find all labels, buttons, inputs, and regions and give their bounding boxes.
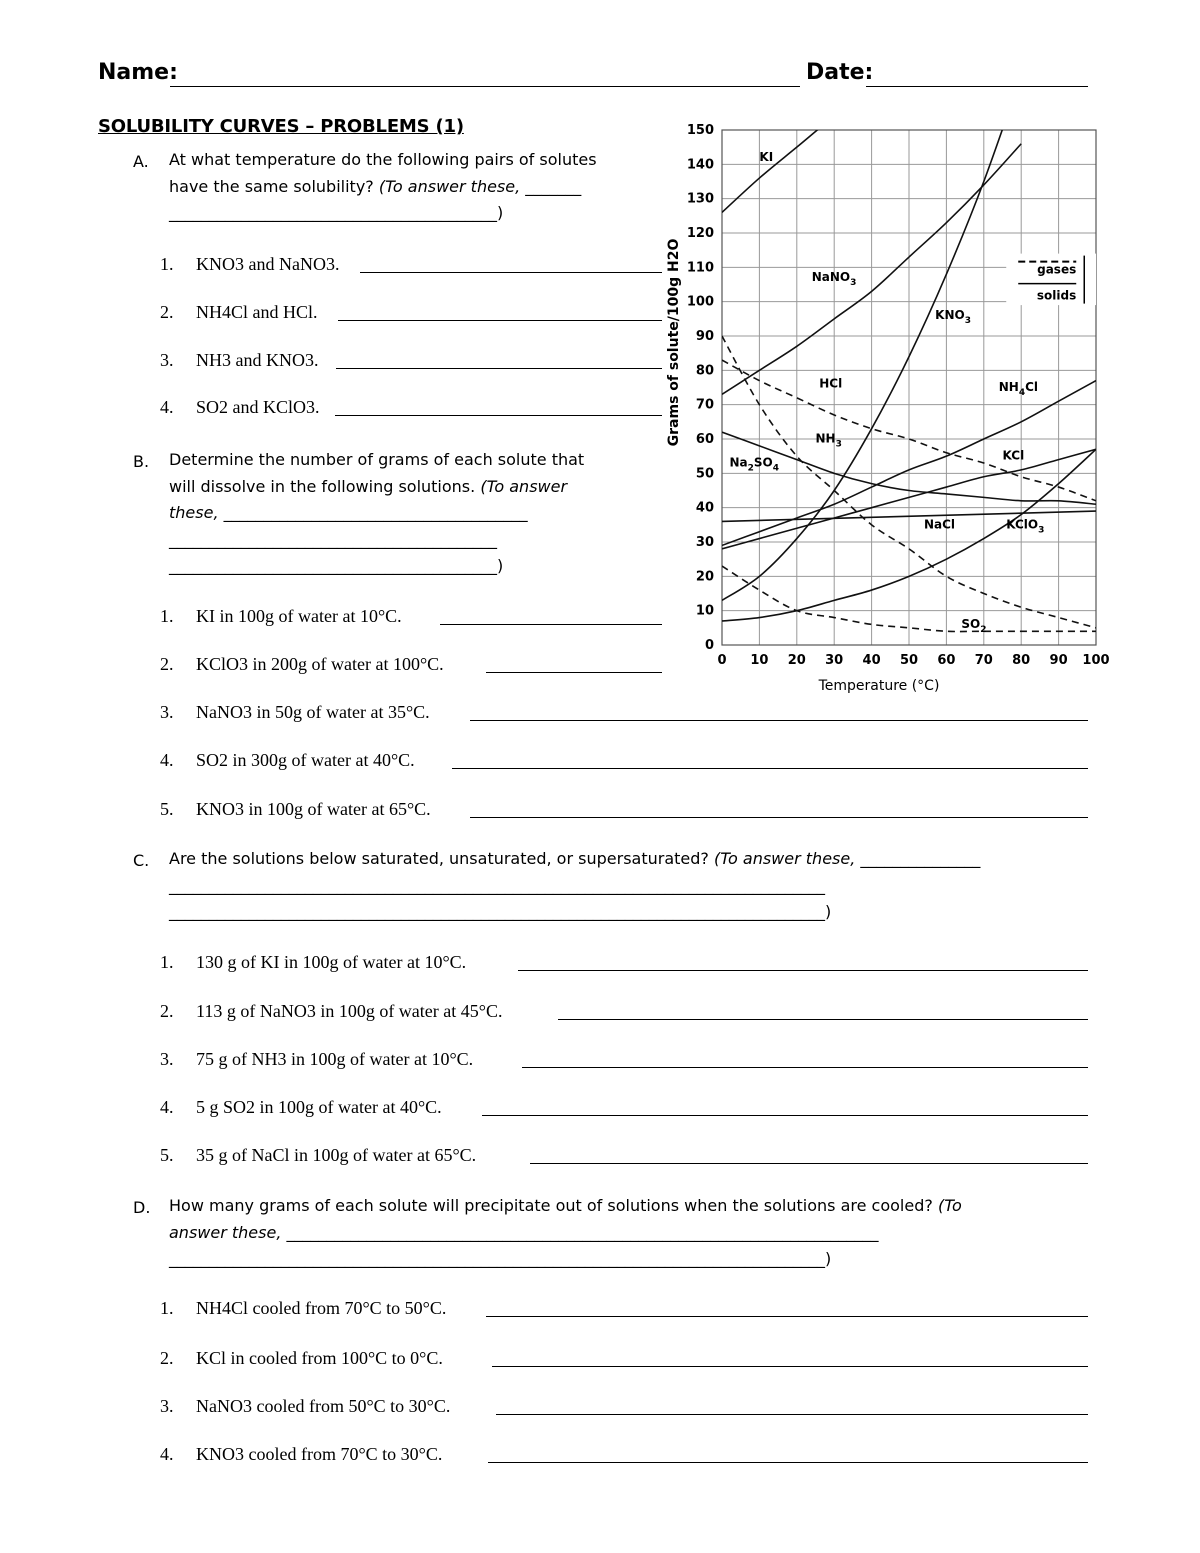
curve-label-kno3: $KNO_3$ — [935, 307, 971, 326]
question-b1: 1. KI in 100g of water at 10°C. — [160, 606, 402, 627]
question-text: KNO3 cooled from 70°C to 30°C. — [196, 1444, 443, 1464]
chart-labels — [666, 150, 1044, 694]
question-text: KCl in cooled from 100°C to 0°C. — [196, 1348, 443, 1368]
y-tick-label: 100 — [686, 294, 714, 310]
section-c-letter: C. — [133, 851, 150, 870]
curve-label-hcl: HCl — [819, 376, 843, 391]
question-d3: 3. NaNO3 cooled from 50°C to 30°C. — [160, 1396, 450, 1417]
question-c3: 3. 75 g of NH3 in 100g of water at 10°C. — [160, 1049, 473, 1070]
y-tick-label: 90 — [695, 329, 714, 344]
question-a4: 4. SO2 and KClO3. — [160, 397, 320, 418]
question-text: 75 g of NH3 in 100g of water at 10°C. — [196, 1049, 474, 1069]
question-text: NaNO3 in 50g of water at 35°C. — [196, 702, 430, 722]
curve-label-so2: $SO_2$ — [961, 616, 987, 635]
answer-line[interactable] — [482, 1115, 1088, 1116]
question-text: KClO3 in 200g of water at 100°C. — [196, 654, 444, 674]
y-tick-label: 130 — [686, 191, 714, 207]
question-text: NH4Cl and HCl. — [196, 302, 318, 322]
question-text: KI in 100g of water at 10°C. — [196, 606, 402, 626]
chart-legend — [1006, 254, 1096, 306]
question-text: KNO3 and NaNO3. — [196, 254, 340, 274]
section-d-line-5: __________________________________________________________________________________) — [169, 1249, 832, 1268]
curve-label-nh4cl: $NH_4Cl$ — [998, 379, 1039, 398]
chart-ticks — [687, 123, 1110, 668]
y-axis-title: Grams of solute/100g H2O — [666, 238, 682, 447]
section-a-line-2: have the same solubility? — [169, 176, 374, 196]
answer-line[interactable] — [470, 720, 1088, 721]
question-a2: 2. NH4Cl and HCl. — [160, 302, 318, 323]
legend-solids-label: solids — [1036, 288, 1077, 303]
section-c-line-5: __________________________________________________________________________________) — [169, 902, 832, 921]
question-text: KNO3 in 100g of water at 65°C. — [196, 799, 431, 819]
y-tick-label: 40 — [695, 500, 714, 516]
question-text: NH4Cl cooled from 70°C to 50°C. — [196, 1298, 447, 1318]
section-b-letter: B. — [133, 452, 150, 471]
worksheet-title: SOLUBILITY CURVES – PROBLEMS (1) — [98, 116, 464, 137]
curve-label-ki: KI — [759, 149, 774, 164]
section-c-line-1: Are the solutions below saturated, unsaturated, or supersaturated? — [169, 849, 709, 868]
section-d-letter: D. — [133, 1198, 151, 1217]
section-a-letter: A. — [133, 152, 149, 171]
section-c-line-3: _______________ — [860, 849, 981, 868]
answer-line[interactable] — [488, 1462, 1088, 1463]
question-d4: 4. KNO3 cooled from 70°C to 30°C. — [160, 1444, 442, 1465]
curve-label-nano3: NaNO$_3$ — [811, 270, 857, 289]
y-tick-label: 110 — [686, 260, 714, 276]
curve-label-kcl: KCl — [1002, 448, 1025, 463]
x-tick-label: 80 — [1012, 653, 1031, 668]
section-c-line-4: __________________________________________________________________________________ — [169, 875, 825, 895]
answer-line[interactable] — [486, 1316, 1088, 1317]
answer-line[interactable] — [360, 272, 662, 273]
answer-line[interactable] — [522, 1067, 1088, 1068]
question-text: NH3 and KNO3. — [196, 350, 319, 370]
x-tick-label: 70 — [974, 653, 993, 668]
question-b3: 3. NaNO3 in 50g of water at 35°C. — [160, 702, 430, 723]
question-text: 113 g of NaNO3 in 100g of water at 45°C. — [196, 1001, 503, 1021]
y-tick-label: 50 — [695, 466, 714, 482]
section-b-line-5: _________________________________________ — [169, 529, 497, 549]
section-a-line-3: (To answer these, _______ — [378, 176, 582, 196]
section-c-instructions — [169, 846, 1109, 926]
answer-line[interactable] — [335, 415, 662, 416]
question-text: 130 g of KI in 100g of water at 10°C. — [196, 952, 467, 972]
question-text: SO2 in 300g of water at 40°C. — [196, 750, 415, 770]
y-tick-label: 150 — [686, 123, 714, 138]
answer-line[interactable] — [470, 817, 1088, 818]
curve-label-kclo3: KClO$_3$ — [1006, 517, 1045, 536]
y-tick-label: 60 — [695, 432, 714, 447]
answer-line[interactable] — [530, 1163, 1088, 1164]
question-c2: 2. 113 g of NaNO3 in 100g of water at 45°C. — [160, 1001, 502, 1022]
question-text: 5 g SO2 in 100g of water at 40°C. — [196, 1097, 442, 1117]
question-b4: 4. SO2 in 300g of water at 40°C. — [160, 750, 415, 771]
answer-line[interactable] — [518, 970, 1088, 971]
section-b-line-2: will dissolve in the following solutions. — [169, 476, 476, 496]
question-d2: 2. KCl in cooled from 100°C to 0°C. — [160, 1348, 443, 1369]
section-a-line-4: _________________________________________) — [169, 203, 504, 222]
x-tick-label: 0 — [717, 653, 727, 668]
section-b-line-6: _________________________________________) — [169, 556, 504, 575]
answer-line[interactable] — [440, 624, 662, 625]
y-tick-label: 70 — [695, 397, 714, 413]
answer-line[interactable] — [452, 768, 1088, 769]
section-d-instructions — [169, 1193, 1109, 1273]
section-d-line-3: answer these, — [169, 1222, 282, 1242]
question-text: SO2 and KClO3. — [196, 397, 320, 417]
y-tick-label: 0 — [704, 638, 714, 653]
section-b-line-3: (To answer — [480, 476, 568, 496]
y-tick-label: 20 — [695, 569, 714, 585]
y-tick-label: 10 — [695, 603, 714, 619]
x-tick-label: 60 — [937, 653, 956, 668]
section-d-line-4: __________________________________________________________________________ — [286, 1222, 879, 1242]
question-d1: 1. NH4Cl cooled from 70°C to 50°C. — [160, 1298, 446, 1319]
answer-line[interactable] — [338, 320, 662, 321]
curve-label-nh3: $NH_3$ — [815, 431, 842, 450]
question-text: 35 g of NaCl in 100g of water at 65°C. — [196, 1145, 477, 1165]
y-tick-label: 140 — [686, 157, 714, 173]
y-tick-label: 80 — [695, 363, 714, 379]
section-a-line-1: At what temperature do the following pairs of solutes — [169, 150, 597, 169]
x-tick-label: 20 — [787, 653, 806, 668]
y-tick-label: 120 — [686, 226, 714, 241]
section-b-instructions — [169, 447, 649, 580]
answer-line[interactable] — [486, 672, 662, 673]
question-b2: 2. KClO3 in 200g of water at 100°C. — [160, 654, 444, 675]
section-d-line-2: (To — [937, 1196, 962, 1215]
x-tick-label: 100 — [1082, 653, 1110, 668]
answer-line[interactable] — [336, 368, 662, 369]
x-tick-label: 40 — [862, 653, 881, 668]
answer-line[interactable] — [492, 1366, 1088, 1367]
answer-line[interactable] — [558, 1019, 1088, 1020]
date-blank[interactable] — [866, 86, 1088, 87]
question-c1: 1. 130 g of KI in 100g of water at 10°C. — [160, 952, 466, 973]
section-d-line-1: How many grams of each solute will precipitate out of solutions when the solutions are cooled? — [169, 1196, 933, 1215]
name-blank[interactable] — [170, 86, 800, 87]
section-b-line-1: Determine the number of grams of each solute that — [169, 450, 585, 469]
x-tick-label: 50 — [899, 653, 919, 668]
name-label: Name: — [98, 60, 178, 85]
x-tick-label: 10 — [750, 653, 769, 668]
question-a3: 3. NH3 and KNO3. — [160, 350, 318, 371]
section-c-line-2: (To answer these, — [713, 849, 856, 868]
curve-label-nacl: NaCl — [923, 517, 956, 532]
question-text: NaNO3 cooled from 50°C to 30°C. — [196, 1396, 451, 1416]
curve-label-na2so4: $Na_2SO_4$ — [729, 455, 779, 474]
solubility-chart — [650, 115, 1130, 700]
answer-line[interactable] — [496, 1414, 1088, 1415]
y-tick-label: 30 — [695, 535, 714, 550]
question-c4: 4. 5 g SO2 in 100g of water at 40°C. — [160, 1097, 442, 1118]
x-tick-label: 30 — [825, 653, 844, 668]
question-b5: 5. KNO3 in 100g of water at 65°C. — [160, 799, 431, 820]
question-c5: 5. 35 g of NaCl in 100g of water at 65°C. — [160, 1145, 476, 1166]
chart-grid — [722, 130, 1096, 645]
section-b-line-4: these, ______________________________________ — [169, 503, 528, 522]
section-a-instructions — [169, 147, 649, 227]
date-label: Date: — [806, 60, 874, 85]
question-a1: 1. KNO3 and NaNO3. — [160, 254, 339, 275]
x-tick-label: 90 — [1049, 653, 1068, 668]
legend-gases-label: gases — [1037, 262, 1077, 277]
x-axis-title: Temperature (°C) — [818, 678, 940, 694]
